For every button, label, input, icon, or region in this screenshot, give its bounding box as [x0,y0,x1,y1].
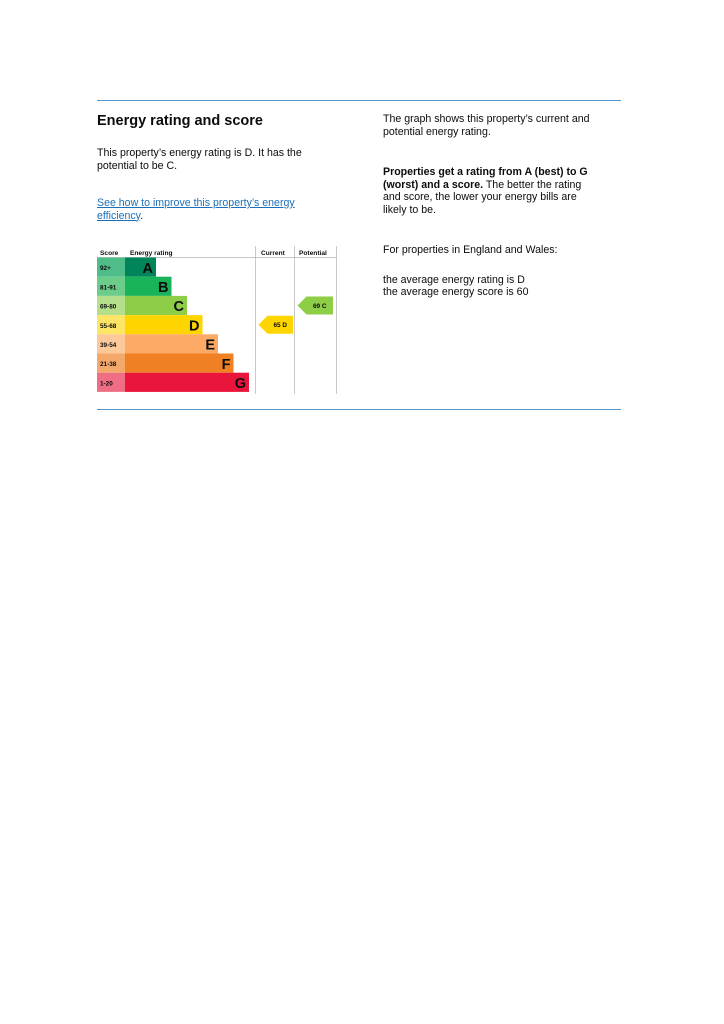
improve-efficiency-link[interactable] [97,197,295,222]
chart-explanation [383,113,623,299]
rating-bands [97,258,249,393]
rating-scale-line-3: and score, the lower your energy bills are [383,191,577,203]
average-rating-text: the average energy rating is D [383,273,525,286]
average-score-text: the average energy score is 60 [383,286,529,298]
band-letter-e: E [205,337,215,354]
score-range-b: 81-91 [100,284,117,292]
band-letter-b: B [158,280,169,296]
score-range-a: 92+ [100,265,111,273]
band-letter-f: F [221,356,231,373]
graph-description [383,113,623,138]
band-bar-e [125,334,218,353]
top-divider [97,100,621,101]
band-letter-a: A [142,260,153,277]
rating-scale-bold-line-2: (worst) and a score. [383,178,484,191]
page-heading: Energy rating and score [97,113,263,129]
energy-rating-column-header: Energy rating [130,250,173,257]
improve-link-line-2[interactable]: efficiency [97,209,141,222]
band-bar-f [125,354,234,373]
score-range-g: 1-20 [100,380,113,388]
rating-description-line-1: This property’s energy rating is D. It has the [97,147,302,159]
score-range-c: 69-80 [100,303,117,311]
score-range-d: 55-68 [100,322,117,330]
bottom-divider [97,409,621,410]
score-column-header: Score [100,250,119,257]
improve-link-paragraph [97,197,337,222]
energy-rating-chart [97,246,337,396]
score-range-e: 39-54 [100,342,117,349]
rating-scale-line-4: likely to be. [383,203,436,216]
average-figures [383,274,623,299]
rating-scale-explanation [383,166,623,216]
potential-column-header: Potential [299,250,327,257]
current-column-header: Current [261,250,285,257]
rating-description [97,147,337,172]
rating-description-line-2: potential to be C. [97,159,178,172]
current-rating-marker-label: 65 D [273,322,287,330]
rating-scale-line-2-rest: The better the rating [483,178,582,191]
improve-link-line-1[interactable]: See how to improve this property’s energy [97,197,295,209]
rating-markers [259,297,334,334]
graph-description-line-1: The graph shows this property’s current and [383,113,590,125]
band-bar-g [125,373,249,392]
band-letter-g: G [234,376,246,392]
band-letter-d: D [189,318,200,335]
potential-rating-marker-label: 69 C [313,302,327,310]
region-note: For properties in England and Wales: [383,244,558,256]
rating-scale-bold-line-1: Properties get a rating from A (best) to G [383,166,588,178]
energy-rating-summary [97,112,337,222]
improve-link-suffix: . [140,209,144,222]
band-letter-c: C [173,299,184,316]
score-range-f: 21-38 [100,361,117,369]
graph-description-line-2: potential energy rating. [383,125,491,138]
